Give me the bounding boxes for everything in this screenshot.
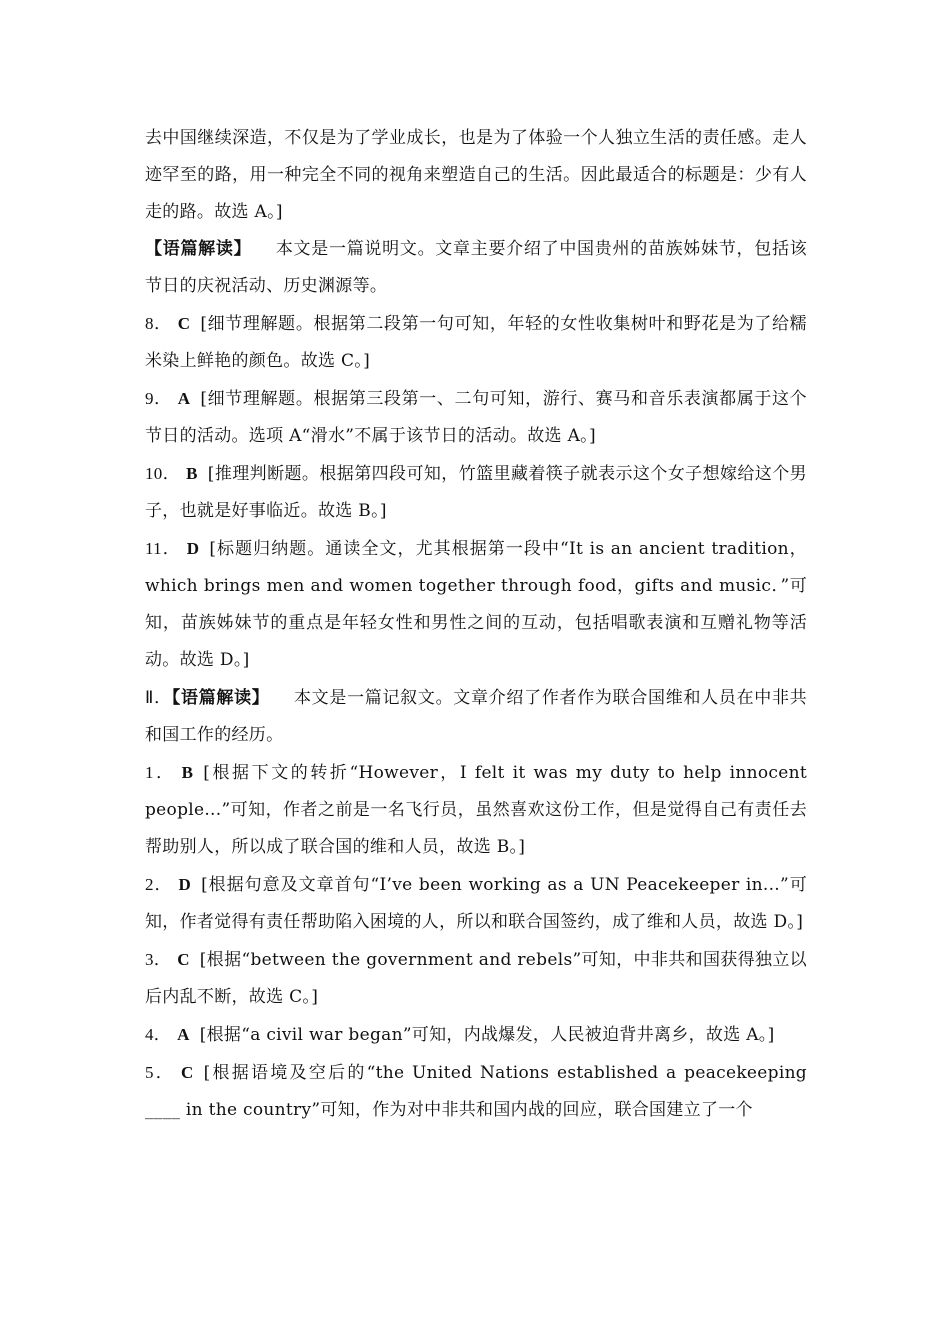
question-number: 5．	[145, 1063, 176, 1082]
answer-explanation: [根据“between the government and rebels”可知，中非共和国获得独立以后内乱不断，故选 C。]	[145, 950, 807, 1007]
question-number: 11．	[145, 539, 181, 558]
answer-explanation: [根据下文的转折“However，I felt it was my duty to help innocent people...”可知，作者之前是一名飞行员，虽然喜欢这份工作，但是觉得自己有责任去帮助别人，所以成了联合国的维和人员，故选 B。]	[145, 763, 807, 857]
answer-letter: D	[186, 539, 200, 558]
document-page	[145, 120, 807, 1129]
question-number: 9．	[145, 389, 172, 408]
question-number: 4．	[145, 1025, 172, 1044]
answer-item	[145, 1054, 807, 1129]
answer-letter: B	[186, 464, 198, 483]
answer-letter: B	[181, 763, 194, 782]
answer-item	[145, 455, 807, 530]
answer-explanation: [推理判断题。根据第四段可知，竹篮里藏着筷子就表示这个女子想嫁给这个男子，也就是好事临近。故选 B。]	[145, 464, 807, 521]
answer-explanation: [细节理解题。根据第三段第一、二句可知，游行、赛马和音乐表演都属于这个节日的活动。选项 A“滑水”不属于该节日的活动。故选 A。]	[145, 389, 807, 446]
answer-letter: A	[177, 389, 191, 408]
answer-item	[145, 1016, 807, 1054]
answer-item	[145, 380, 807, 455]
answer-letter: C	[177, 950, 190, 969]
answer-explanation: [根据语境及空后的“the United Nations established a peacekeeping ____ in the country”可知，作为对中非共和国内战的回应，联合国建立了一个	[145, 1063, 807, 1120]
question-number: 10．	[145, 464, 181, 483]
question-number: 1．	[145, 763, 176, 782]
answer-explanation: [细节理解题。根据第二段第一句可知，年轻的女性收集树叶和野花是为了给糯米染上鲜艳的颜色。故选 C。]	[145, 314, 807, 371]
section-number: Ⅱ．	[145, 688, 172, 707]
answer-item	[145, 754, 807, 866]
passage-reading-heading: 【语篇解读】	[145, 239, 252, 259]
answer-item	[145, 530, 807, 679]
answer-letter: A	[177, 1025, 190, 1044]
passage-reading-1	[145, 231, 807, 305]
question-number: 8．	[145, 314, 172, 333]
answer-explanation: [根据句意及文章首句“I’ve been working as a UN Peacekeeper in...”可知，作者觉得有责任帮助陷入困境的人，所以和联合国签约，成了维和人员，故选 D。]	[145, 875, 807, 932]
answer-explanation: [根据“a civil war began”可知，内战爆发，人民被迫背井离乡，故选 A。]	[199, 1025, 775, 1045]
answer-item	[145, 305, 807, 380]
answer-item	[145, 866, 807, 941]
intro-paragraph: 去中国继续深造，不仅是为了学业成长，也是为了体验一个人独立生活的责任感。走人迹罕至的路，用一种完全不同的视角来塑造自己的生活。因此最适合的标题是：少有人走的路。故选 A。]	[145, 128, 807, 222]
answer-letter: C	[177, 314, 191, 333]
question-number: 3．	[145, 950, 172, 969]
passage-reading-text: 本文是一篇说明文。文章主要介绍了中国贵州的苗族姊妹节，包括该节日的庆祝活动、历史渊源等。	[145, 239, 807, 296]
passage-reading-2	[145, 679, 807, 754]
answer-item	[145, 941, 807, 1016]
answer-letter: C	[181, 1063, 194, 1082]
answer-letter: D	[178, 875, 192, 894]
passage-reading-heading: 【语篇解读】	[171, 688, 270, 708]
question-number: 2．	[145, 875, 173, 894]
answer-explanation: [标题归纳题。通读全文，尤其根据第一段中“It is an ancient tradition，which brings men and women together through food，gifts and music．”可知，苗族姊妹节的重点是年轻女性和男性之间的互动，包括唱歌表演和互赠礼物等活动。故选 D。]	[145, 539, 807, 670]
passage-reading-text: 本文是一篇记叙文。文章介绍了作者作为联合国维和人员在中非共和国工作的经历。	[145, 688, 807, 745]
